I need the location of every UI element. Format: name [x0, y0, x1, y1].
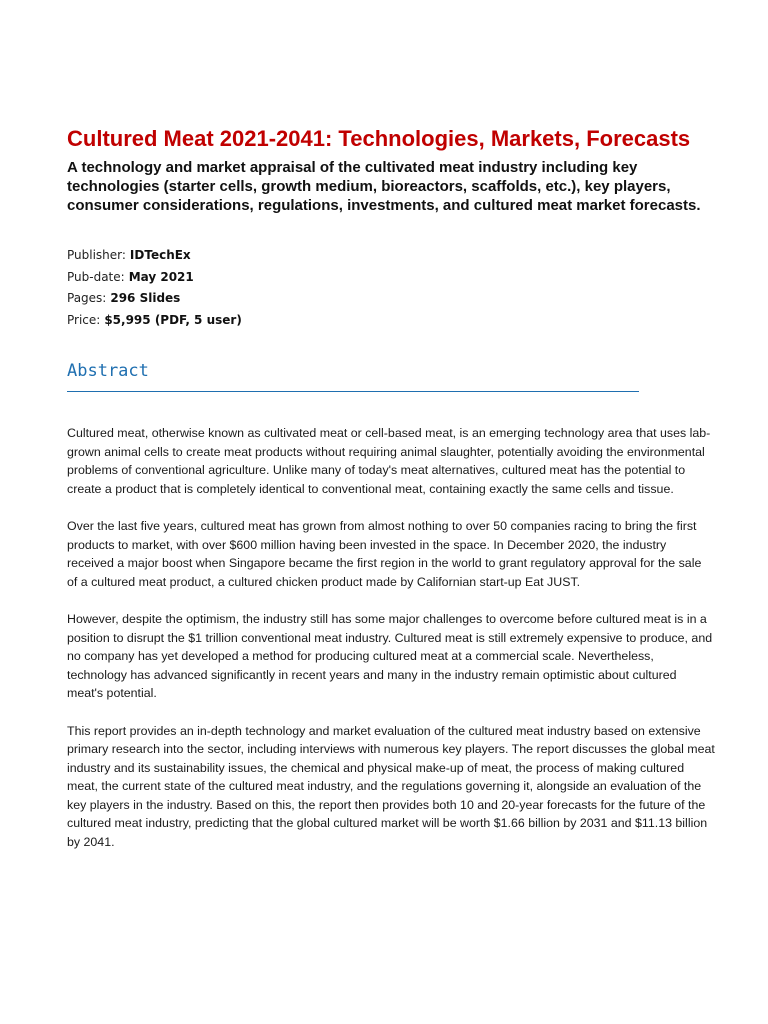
meta-pages-label: Pages:: [67, 291, 107, 305]
meta-pages-value: 296 Slides: [110, 291, 181, 305]
document-page: [67, 124, 715, 870]
document-title: Cultured Meat 2021-2041: Technologies, Markets, Forecasts: [67, 126, 691, 151]
heading-divider: [67, 391, 639, 392]
meta-price: [67, 310, 707, 332]
abstract-paragraph: However, despite the optimism, the industry still has some major challenges to overcome before cultured meat is in a position to disrupt the $1 trillion conventional meat industry. Cultured meat is still extremely expensive to produce, and no company has yet developed a method for producing cultured meat at a commercial scale. Nevertheless, technology has advanced significantly in recent years and many in the industry remain optimistic about cultured meat's potential.: [67, 611, 713, 701]
document-subtitle: A technology and market appraisal of the cultivated meat industry including key technologies (starter cells, growth medium, bioreactors, scaffolds, etc.), key players, consumer considerations, regulations, investments, and cultured meat market forecasts.: [67, 159, 701, 214]
abstract-paragraph: This report provides an in-depth technology and market evaluation of the cultured meat industry based on extensive primary research into the sector, including interviews with numerous key players. The report discusses the global meat industry and its sustainability issues, the chemical and physical make-up of meat, the process of making cultured meat, the current state of the cultured meat industry, and the regulations governing it, alongside an evaluation of the key players in the industry. Based on this, the report then provides both 10 and 20-year forecasts for the future of the cultured meat industry, predicting that the global cultured market will be worth $1.66 billion by 2031 and $11.13 billion by 2041.: [67, 723, 715, 850]
meta-pages: [67, 288, 707, 310]
meta-pubdate-value: May 2021: [128, 269, 194, 284]
abstract-paragraph: Cultured meat, otherwise known as cultivated meat or cell-based meat, is an emerging technology area that uses lab-grown animal cells to create meat products without requiring animal slaughter, potentially avoiding the environmental problems of conventional agriculture. Unlike many of today's meat alternatives, cultured meat has the potential to create a product that is completely identical to conventional meat, containing exactly the same cells and tissue.: [67, 426, 711, 496]
meta-pubdate-label: Pub-date:: [67, 269, 125, 284]
meta-price-value: $5,995 (PDF, 5 user): [104, 312, 242, 327]
abstract-heading: Abstract: [67, 361, 149, 381]
abstract-body: [67, 424, 715, 852]
abstract-paragraph: Over the last five years, cultured meat has grown from almost nothing to over 50 companies racing to bring the first products to market, with over $600 million having been invested in the space. In December 2020, the industry received a major boost when Singapore became the first region in the world to grant regulatory approval for the sale of a cultured meat product, a cultured chicken product made by Californian start-up Eat JUST.: [67, 518, 702, 589]
meta-pubdate: [67, 267, 707, 289]
meta-price-label: Price:: [67, 312, 101, 327]
metadata-block: [67, 245, 707, 331]
meta-publisher-value: IDTechEx: [129, 248, 191, 262]
meta-publisher-label: Publisher:: [67, 248, 126, 262]
meta-publisher: [67, 245, 707, 267]
